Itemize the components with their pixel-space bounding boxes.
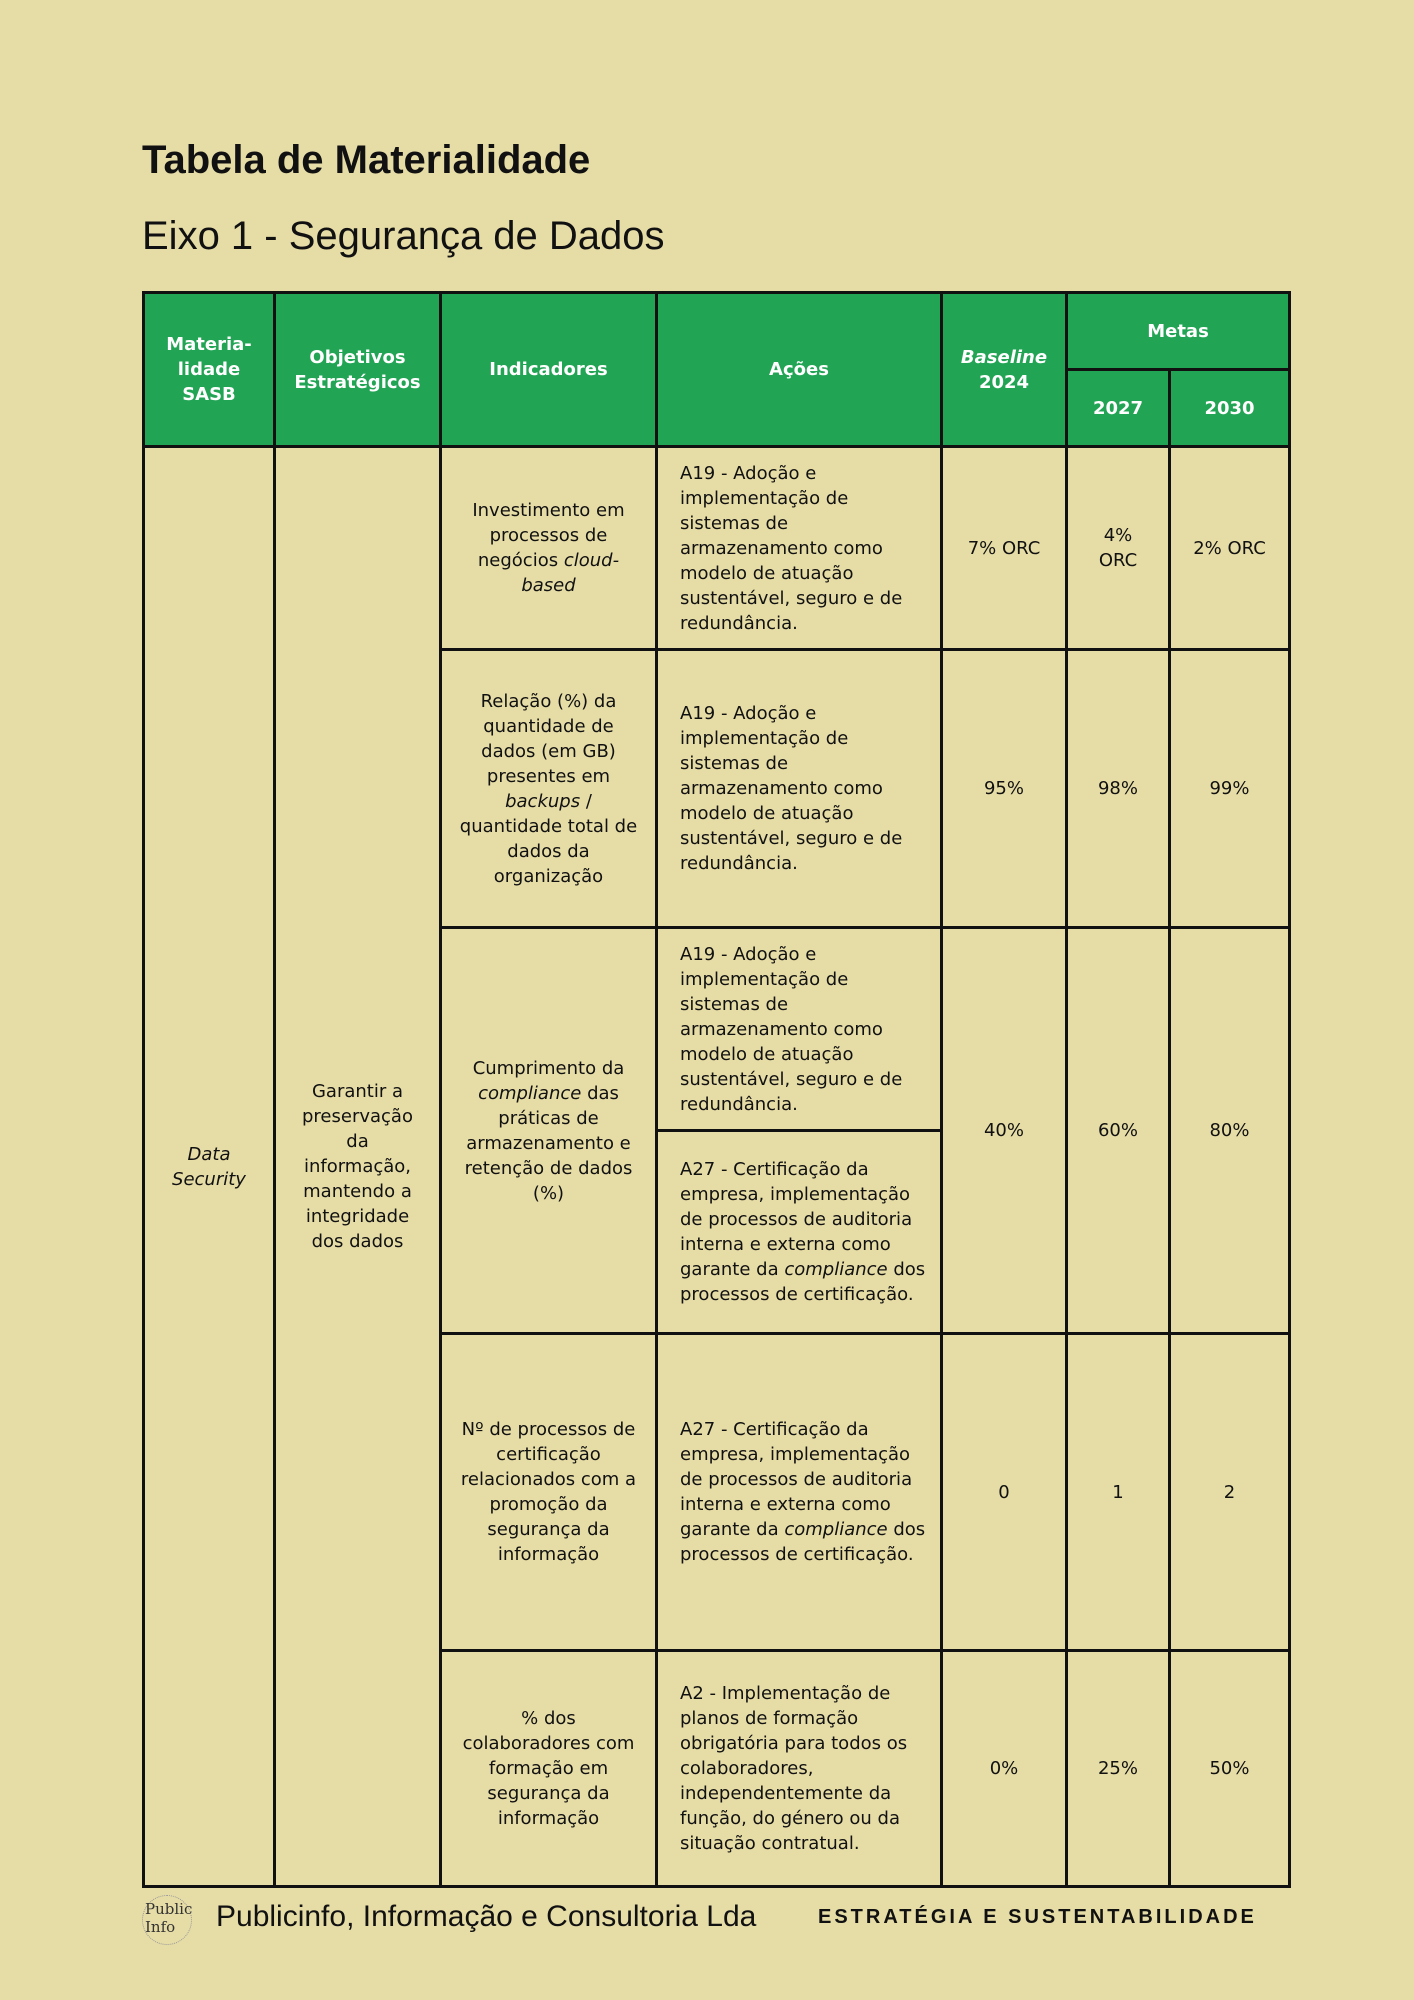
materialidade-cell: Data Security bbox=[144, 447, 275, 1887]
header-2030: 2030 bbox=[1170, 370, 1290, 447]
meta-2027-cell: 4% ORC bbox=[1067, 447, 1170, 650]
table-row bbox=[144, 447, 1290, 650]
indicador-cell: Relação (%) da quantidade de dados (em GB) presentes em backups / quantidade total de dados da organização bbox=[441, 650, 657, 928]
meta-2030-cell: 80% bbox=[1170, 928, 1290, 1334]
footer-section-title: ESTRATÉGIA E SUSTENTABILIDADE bbox=[818, 1906, 1257, 1928]
meta-2027-cell: 60% bbox=[1067, 928, 1170, 1334]
header-metas: Metas bbox=[1067, 293, 1290, 370]
indicador-cell: Investimento em processos de negócios cloud-based bbox=[441, 447, 657, 650]
header-2027: 2027 bbox=[1067, 370, 1170, 447]
page-title: Tabela de Materialidade bbox=[142, 138, 591, 182]
acao-cell: A27 - Certificação da empresa, implementação de processos de auditoria interna e externa como garante da compliance dos processos de certificação. bbox=[657, 1334, 942, 1651]
header-objetivos: Objetivos Estratégicos bbox=[275, 293, 441, 447]
acao-cell: A19 - Adoção e implementação de sistemas de armazenamento como modelo de atuação sustentável, seguro e de redundância. bbox=[657, 447, 942, 650]
meta-2030-cell: 50% bbox=[1170, 1651, 1290, 1887]
acao-cell: A2 - Implementação de planos de formação obrigatória para todos os colaboradores, independentemente da função, do género ou da situação contratual. bbox=[657, 1651, 942, 1887]
header-acoes: Ações bbox=[657, 293, 942, 447]
publicinfo-logo: Public Info bbox=[142, 1895, 192, 1945]
meta-2030-cell: 2% ORC bbox=[1170, 447, 1290, 650]
baseline-cell: 40% bbox=[942, 928, 1067, 1334]
header-materialidade: Materia- lidade SASB bbox=[144, 293, 275, 447]
acao-cell: A19 - Adoção e implementação de sistemas de armazenamento como modelo de atuação sustentável, seguro e de redundância. bbox=[657, 928, 942, 1131]
objetivo-cell: Garantir a preservação da informação, mantendo a integridade dos dados bbox=[275, 447, 441, 1887]
indicador-cell: Nº de processos de certificação relacionados com a promoção da segurança da informação bbox=[441, 1334, 657, 1651]
meta-2030-cell: 99% bbox=[1170, 650, 1290, 928]
baseline-cell: 0% bbox=[942, 1651, 1067, 1887]
acao-cell: A19 - Adoção e implementação de sistemas de armazenamento como modelo de atuação sustentável, seguro e de redundância. bbox=[657, 650, 942, 928]
header-indicadores: Indicadores bbox=[441, 293, 657, 447]
indicador-cell: % dos colaboradores com formação em segurança da informação bbox=[441, 1651, 657, 1887]
meta-2030-cell: 2 bbox=[1170, 1334, 1290, 1651]
baseline-cell: 0 bbox=[942, 1334, 1067, 1651]
header-row-1 bbox=[144, 293, 1290, 370]
meta-2027-cell: 98% bbox=[1067, 650, 1170, 928]
indicador-cell: Cumprimento da compliance das práticas de armazenamento e retenção de dados (%) bbox=[441, 928, 657, 1334]
header-baseline: Baseline 2024 bbox=[942, 293, 1067, 447]
baseline-cell: 95% bbox=[942, 650, 1067, 928]
baseline-cell: 7% ORC bbox=[942, 447, 1067, 650]
materiality-table bbox=[142, 291, 1291, 1888]
acao-cell: A27 - Certificação da empresa, implementação de processos de auditoria interna e externa como garante da compliance dos processos de certificação. bbox=[657, 1131, 942, 1334]
footer-company-name: Publicinfo, Informação e Consultoria Lda bbox=[216, 1900, 757, 1933]
meta-2027-cell: 25% bbox=[1067, 1651, 1170, 1887]
meta-2027-cell: 1 bbox=[1067, 1334, 1170, 1651]
page-subtitle: Eixo 1 - Segurança de Dados bbox=[142, 214, 665, 258]
